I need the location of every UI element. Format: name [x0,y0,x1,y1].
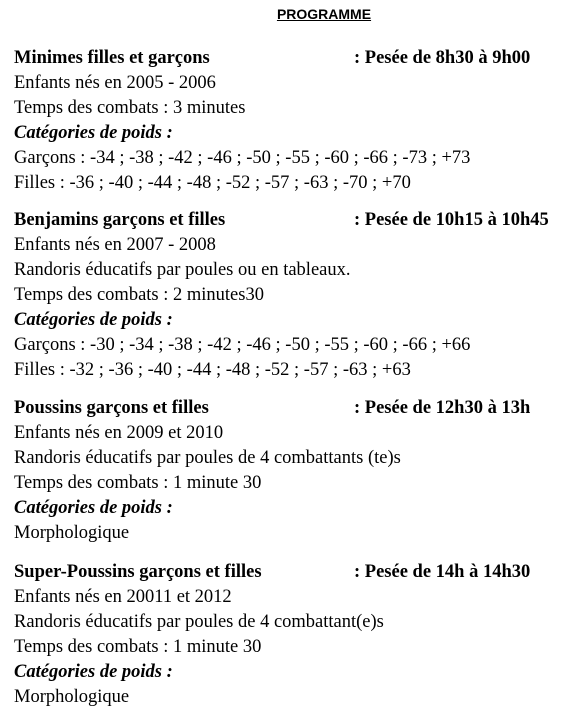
weight-categories-label: Catégories de poids : [14,310,173,330]
weight-categories-label: Catégories de poids : [14,123,173,143]
birth-years: Enfants nés en 20011 et 2012 [14,587,232,607]
section-poussins [14,396,588,546]
section-minimes [14,46,588,196]
format-description: Randoris éducatifs par poules ou en tableaux. [14,260,351,280]
fight-duration: Temps des combats : 1 minute 30 [14,637,262,657]
weight-categories-boys: Garçons : -30 ; -34 ; -38 ; -42 ; -46 ; -50 ; -55 ; -60 ; -66 ; +66 [14,335,471,355]
weight-categories-label: Catégories de poids : [14,498,173,518]
section-name: Poussins garçons et filles [14,398,209,418]
weigh-in-time: : Pesée de 14h à 14h30 [354,562,531,582]
section-heading [14,208,588,233]
weight-categories-value: Morphologique [14,523,130,543]
weigh-in-time: : Pesée de 10h15 à 10h45 [354,210,549,230]
section-name: Benjamins garçons et filles [14,210,226,230]
birth-years: Enfants nés en 2005 - 2006 [14,73,216,93]
birth-years: Enfants nés en 2009 et 2010 [14,423,224,443]
section-benjamins [14,208,588,383]
weight-categories-girls: Filles : -36 ; -40 ; -44 ; -48 ; -52 ; -57 ; -63 ; -70 ; +70 [14,173,411,193]
section-super-poussins [14,560,588,710]
section-heading [14,396,588,421]
weigh-in-time: : Pesée de 8h30 à 9h00 [354,48,531,68]
section-heading [14,560,588,585]
weight-categories-girls: Filles : -32 ; -36 ; -40 ; -44 ; -48 ; -52 ; -57 ; -63 ; +63 [14,360,411,380]
section-heading [14,46,588,71]
fight-duration: Temps des combats : 2 minutes30 [14,285,264,305]
section-name: Minimes filles et garçons [14,48,210,68]
format-description: Randoris éducatifs par poules de 4 combattants (te)s [14,448,401,468]
fight-duration: Temps des combats : 3 minutes [14,98,246,118]
format-description: Randoris éducatifs par poules de 4 combattant(e)s [14,612,384,632]
weight-categories-boys: Garçons : -34 ; -38 ; -42 ; -46 ; -50 ; -55 ; -60 ; -66 ; -73 ; +73 [14,148,471,168]
birth-years: Enfants nés en 2007 - 2008 [14,235,216,255]
weight-categories-value: Morphologique [14,687,130,707]
weigh-in-time: : Pesée de 12h30 à 13h [354,398,531,418]
weight-categories-label: Catégories de poids : [14,662,173,682]
page-title: PROGRAMME [276,6,372,22]
section-name: Super-Poussins garçons et filles [14,562,262,582]
fight-duration: Temps des combats : 1 minute 30 [14,473,262,493]
